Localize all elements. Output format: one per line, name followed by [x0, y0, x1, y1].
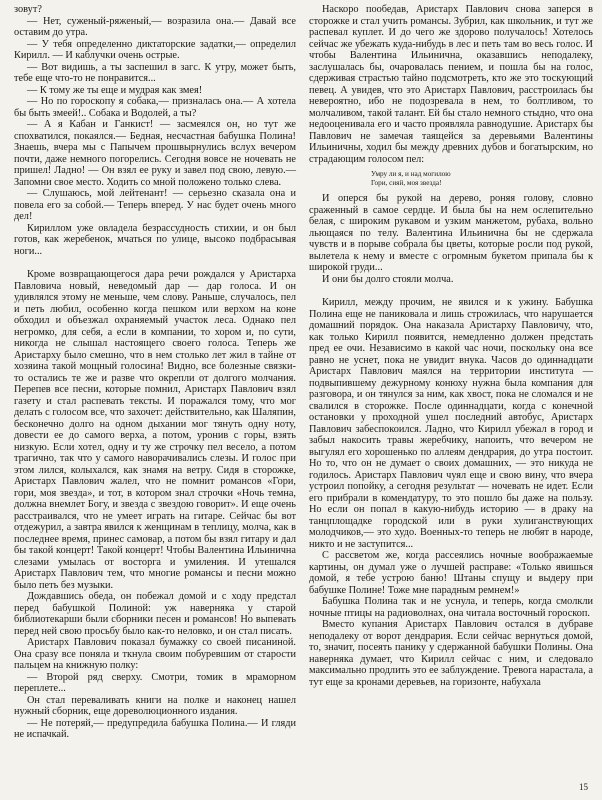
paragraph: Кирилл, между прочим, не явился и к ужину. Бабушка Полина еще не паниковала и лишь строжилась, что нарушается домашний порядок. Она наказала Аристарху Павловичу, что, как только Кирилл появится, немедленно должен предстать пред ее очи. Независимо в какой час ночи, поскольку она все равно не уснет, пока не увидит внука. Часов до одиннадцати Аристарх Павлович маялся на территории института — подвыпившему дежурному конюху нужна была компания для разговора, и он тянулся за ним, как хвост, пока не сломался и не свалился в сторожке. После одиннадцати, когда с конечной остановки у проходной ушел последний автобус, Аристарх Павлович забеспокоился. Ладно, что Кирилл убежал в город и забыл накосить травы жеребчику, напоить, что вечером не выгулял его хорошенько по аллеям дендрария, до утра постоит. Но то, что он не думает о своих домашних, — это никуда не годилось. Аристарх Павлович чуял еще и свою вину, что вчера устроил попойку, а сегодня результат — ночевать не идет. Если его прибрали в комендатуру, то это пошло бы даже на пользу. Но если он попал в какую-нибудь историю — в драку на танцплощадке городской или в руки хулиганствующих молодчиков,— это худо. Военных-то теперь не любят в народе, никто и не заступится...	[309, 297, 593, 550]
paragraph: — Нет, суженый-ряженый,— возразила она.— Давай все оставим до утра.	[14, 15, 296, 38]
paragraph: зовут?	[14, 4, 42, 15]
poem-line: Умру ли я, и над могилою	[371, 170, 451, 178]
poem-line: Гори, сияй, моя звезда!	[371, 179, 442, 187]
paragraph: Он стал переваливать книги на полке и наконец нашел нужный сборник, еще дореволюционного издания.	[14, 694, 296, 717]
paragraph: — Второй ряд сверху. Смотри, томик в мраморном переплете...	[14, 671, 296, 694]
paragraph: Кроме возвращающегося дара речи рождался у Аристарха Павловича новый, неведомый дар — дар голоса. И он удивлялся этому не меньше, чем слову. Раньше, случалось, пел и петь любил, особенно когда пешком или верхом на коне обходил и объезжал охраняемый участок леса. Однако пел негромко, для себя, а если в компании, то хором и, по сути, никогда не слышал настоящего своего голоса. Теперь же Аристарху было смешно, что в нем столько лет жил в тайне от хозяина такой мощный голосина! Видно, все болезные связки-то остались те же и разве что окрепли от долгого молчания. Перепев все песни, которые помнил, Аристарх Павлович взял газету и стал распевать тексты. И поражался тому, что мог делать с голосом все, что захочет: действительно, как Шаляпин, бесконечно долго на одном дыхании мог тянуть одну ноту, довести ее до самого верха, а потом, уронив с горы, взять низкую. Если хотел, одну и ту же строчку пел весело, а потом трагично, так что у самого наворачивались слезы. И голос при этом лился, колыхался, как знамя на ветру. Сидя в сторожке, Аристарх Павлович жалел, что не помнит романсов «Гори, гори, моя звезда», и тот, в котором знал строчки «Ночь темна, должна внемлет Богу, и звезда с звездою говорит». И еще очень расстраивался, что не умеет играть на гитаре. Сейчас бы вот отдежурил, а завтра явился к женщинам в теплицу, молча, как в последнее время, принес самовар, а потом бы взял гитару и дал бы такой концерт! Такой концерт! Чтобы Валентина Ильинична слезами умылась от восторга и умиления. И утешался Аристарх Павлович тем, что многие романсы и песни можно было петь без музыки.	[14, 269, 296, 591]
paragraph: С рассветом же, когда рассеялись ночные воображаемые картины, он думал уже о лучшей расправе: «Только явишься домой, я тебе устрою баню! Штаны спущу и выдеру при бабушке Полине! Тоже мне парадным ремнем!»	[309, 550, 593, 596]
paragraph: Кириллом уже овладела безрассудность стихии, и он был готов, как жеребенок, мчаться по улице, высоко подбрасывая ноги...	[14, 222, 296, 257]
paragraph: — Вот видишь, а ты заспешил в загс. К утру, может быть, тебе еще что-то не понравится...	[14, 61, 296, 84]
paragraph: Аристарх Павлович показал бумажку со своей писаниной. Она сразу все поняла и ткнула своим побуревшим от старости пальцем на книжную полку:	[14, 637, 296, 671]
section-break	[14, 257, 296, 269]
paragraph: И они бы долго стояли молча.	[322, 273, 454, 285]
paragraph: И оперся бы рукой на дерево, роняя голову, словно сраженный в самое сердце. И была бы на нем ослепительно белая, с широким рукавом и узким манжетом, рубаха, вольно льющаяся по телу. Валентина Ильинична бы не сдержала чувств и в порыве собрала бы цветы, которые росли под рукой, вылетела к нему и вместе с огромным букетом припала бы к широкой груди...	[309, 193, 593, 273]
paragraph: Вместо купания Аристарх Павлович остался в дубраве неподалеку от ворот дендрария. Если сейчас вернуться домой, то, значит, посеять панику у сдержанной бабушки Полины. Она наверняка думает, что Кирилл сейчас с ним, и следовало максимально продлить это ее заблуждение. Тревога нарастала, а тут еще за кронами деревьев, на горизонте, набухала	[309, 619, 593, 688]
left-column	[14, 4, 296, 741]
paragraph: — К тому же ты еще и мудрая как змея!	[27, 84, 203, 96]
paragraph: Дождавшись обеда, он побежал домой и с ходу предстал перед бабушкой Полиной: уж наверняка у старой библиотекарши были сборники песен и романсов! Но выпевать перед ней свою просьбу было как-то неловко, и он стал писать.	[14, 591, 296, 637]
poem-quote	[371, 170, 593, 188]
paragraph: Бабушка Полина так и не уснула, и теперь, когда смолкли ночные птицы на радиоволнах, она читала восточный гороскоп.	[309, 596, 593, 619]
right-column	[309, 4, 593, 688]
section-break	[309, 285, 593, 297]
page-number: 15	[579, 782, 588, 792]
paragraph: — Не потеряй,— предупредила бабушка Полина.— И гляди не испачкай.	[14, 717, 296, 740]
paragraph: — У тебя определенно диктаторские задатки,— определил Кирилл. — И каблучки очень острые.	[14, 38, 296, 61]
paragraph: — Слушаюсь, мой лейтенант! — серьезно сказала она и повела его за собой.— Теперь вперед. У нас будет очень много дел!	[14, 188, 296, 222]
paragraph: Наскоро пообедав, Аристарх Павлович снова заперся в сторожке и стал учить романсы. Зубрил, как школьник, и тут же распевал куплет. И до чего же здорово получалось! Хотелось сейчас же убежать куда-нибудь в лес и петь там во весь голос. И чтобы Валентина Ильинична, оказавшись неподалеку, заслушалась бы, очаровалась пением, и пошла бы на голос, сдерживая страстью тайно подсмотреть, кто же это тоскующий певец. А увидев, что это Аристарх Павлович, расстроилась бы невероятно, ибо не подозревала в нем, то болтливом, то молчаливом, такой талант. Ей бы стало немного стыдно, что она недооценивала его и часто проявляла равнодушие. Аристарх бы Павлович не замечая таящейся за деревьями Валентины Ильиничны, ходил бы между древних дубов и богатырским, но страдающим голосом пел:	[309, 4, 593, 165]
paragraph: — Но по гороскопу я собака,— призналась она.— А хотела бы быть змеей!.. Собака и Водолей, а ты?	[14, 96, 296, 119]
paragraph: — А я Кабан и Ганкист! — засмеялся он, но тут же спохватился, покаялся.— Бедная, несчастная бабушка Полина! Знаешь, вчера мы с Папычем прошвырнулись вслух вечером почти, даже немного погорелись. Сегодня вовсе не ночевать не пришел! Ладно! — Он взял ее руку и завел под свою, левую.— Запомни свое место. Ходить со мной положено только слева.	[14, 119, 296, 188]
